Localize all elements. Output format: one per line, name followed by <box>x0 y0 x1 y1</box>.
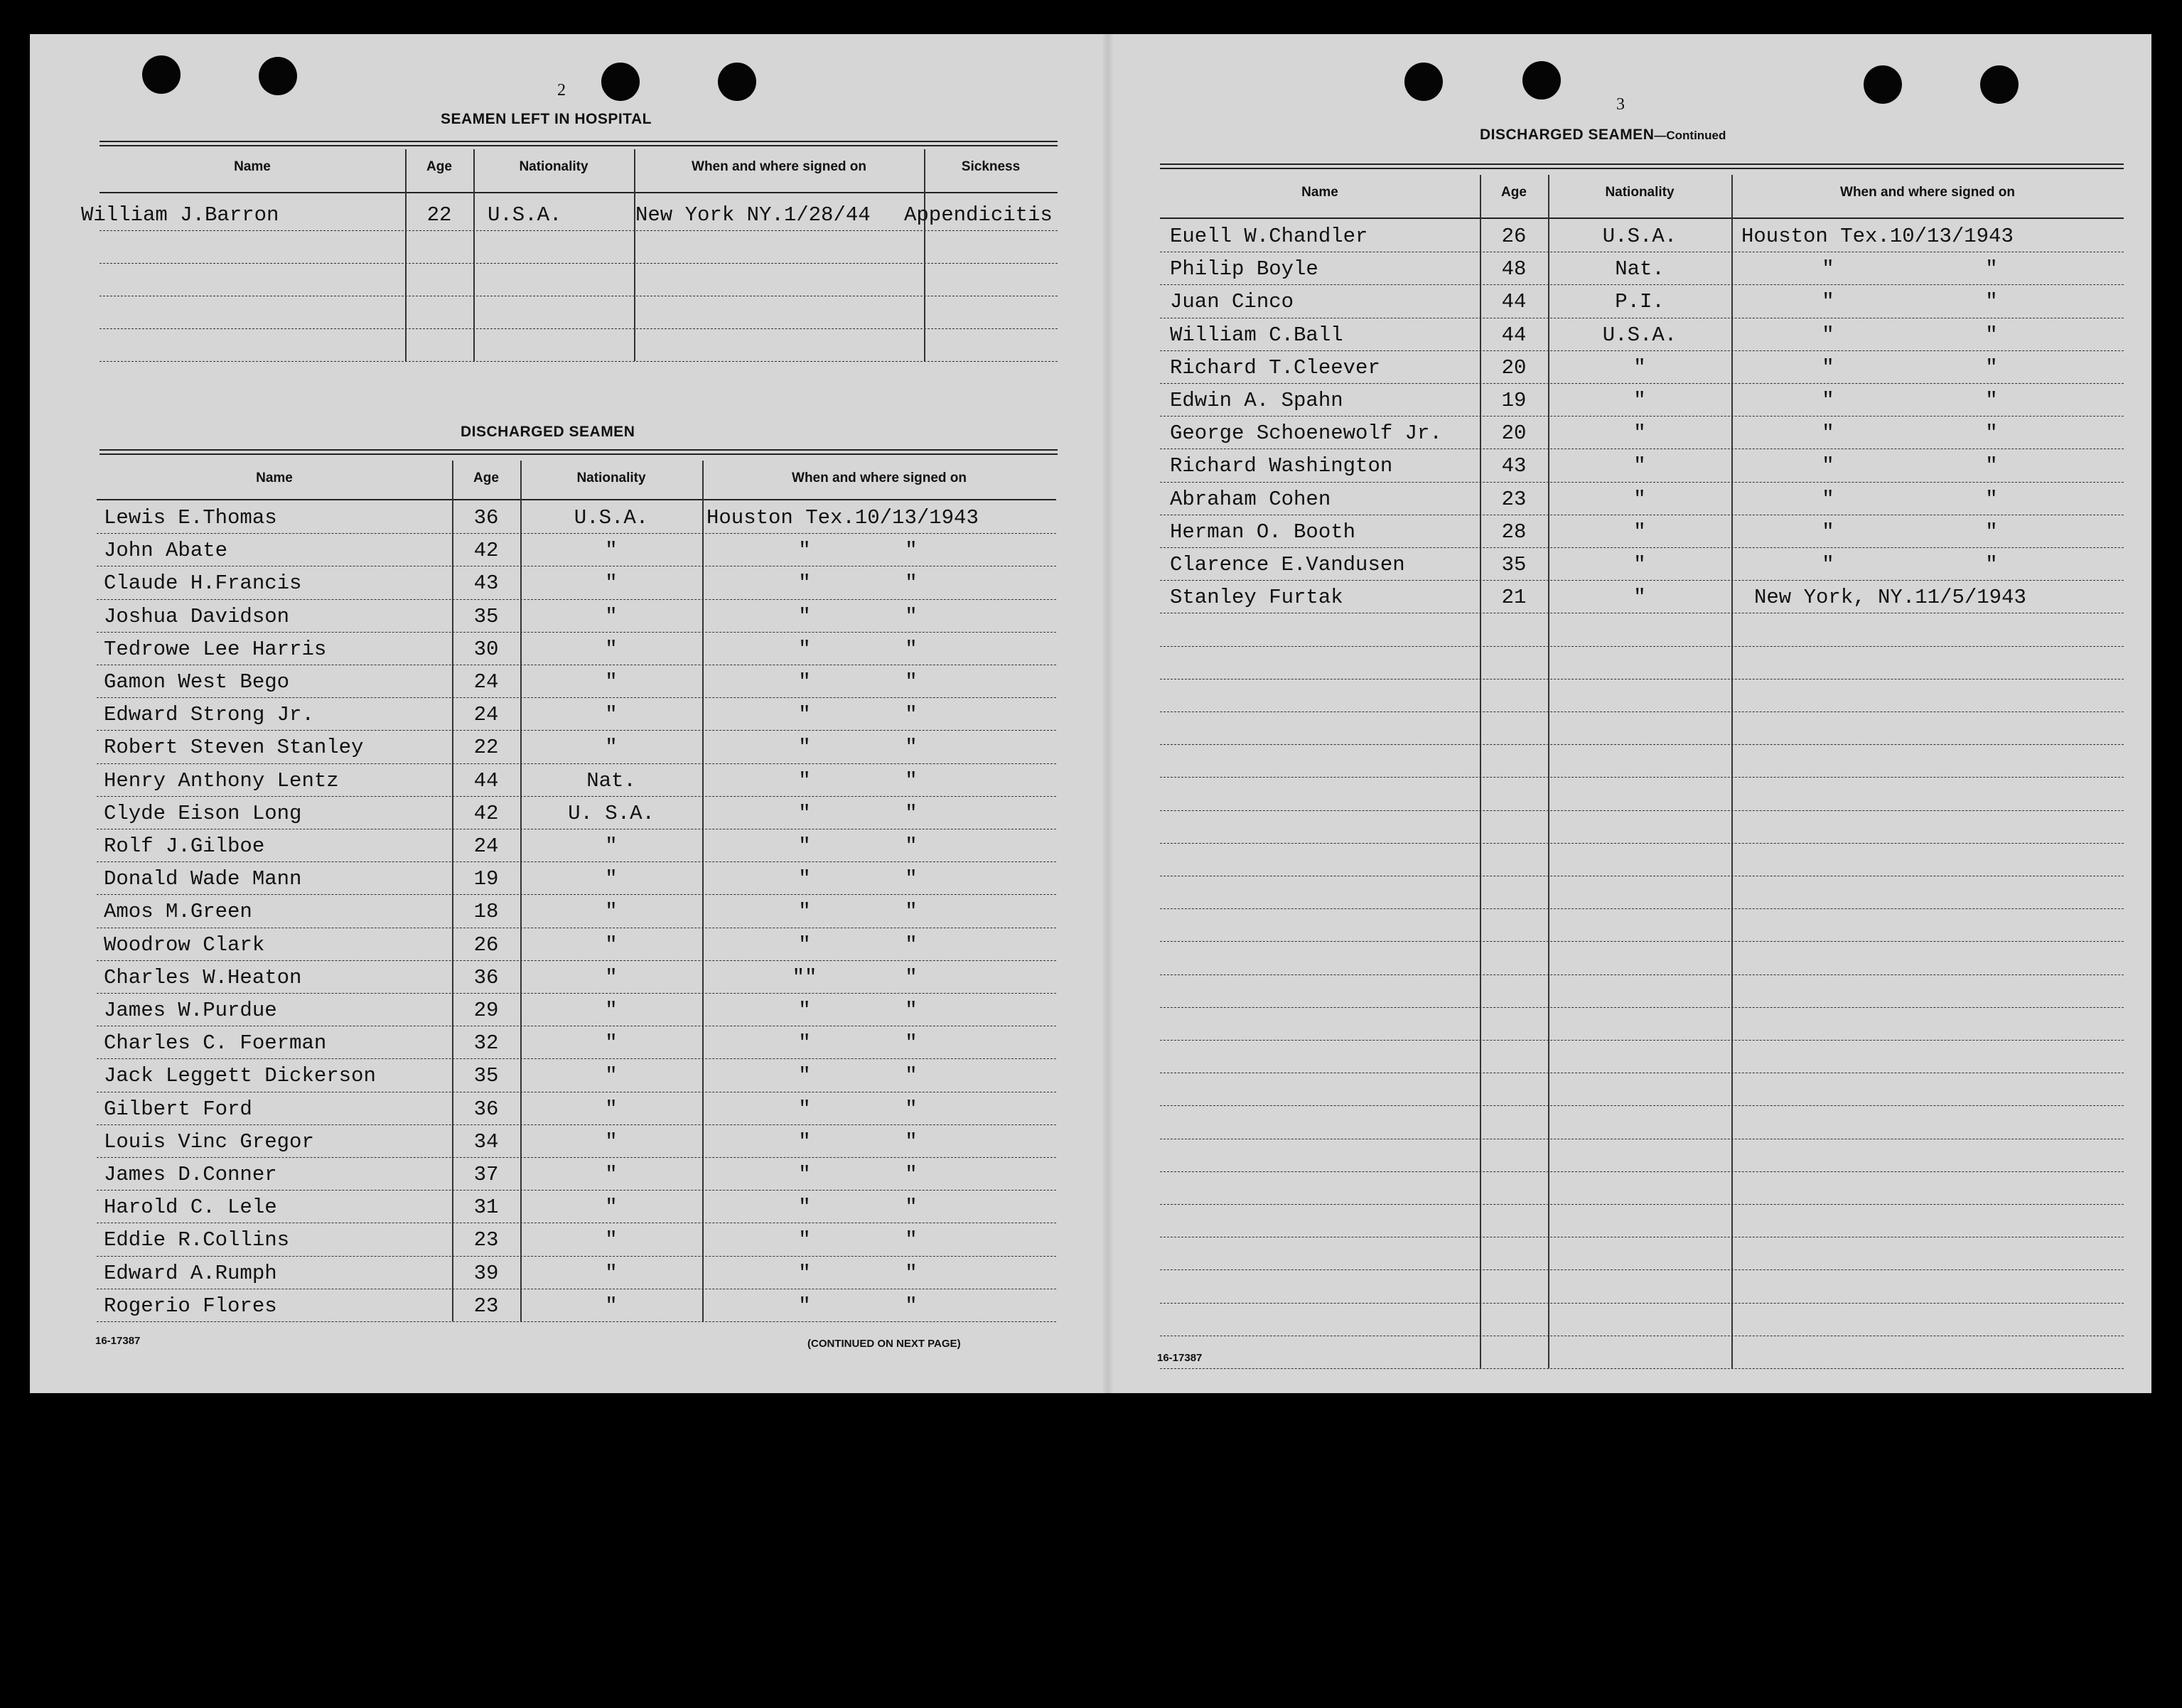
row-line <box>1160 1040 2124 1041</box>
column-header: Age <box>1501 185 1527 200</box>
column-header: Nationality <box>1605 185 1675 200</box>
discharged-continued-title <box>1480 127 1726 144</box>
seaman-nationality: " <box>605 933 618 957</box>
seaman-age: 20 <box>1501 421 1527 446</box>
seaman-name: Harold C. Lele <box>104 1196 277 1220</box>
seaman-nationality: U.S.A. <box>1602 323 1677 347</box>
seaman-name: James W.Purdue <box>104 999 277 1022</box>
ditto-mark: " <box>798 604 811 628</box>
seaman-nationality: " <box>605 637 618 661</box>
row-line <box>1160 810 2124 811</box>
column-divider <box>1731 175 1733 1368</box>
column-header: Nationality <box>519 159 589 174</box>
seaman-nationality: U.S.A. <box>1602 225 1677 248</box>
ditto-mark: " <box>905 1228 918 1252</box>
signed-on: New York, NY.11/5/1943 <box>1754 586 2026 610</box>
ditto-mark: " <box>1985 553 1998 576</box>
row-line <box>1160 1204 2124 1205</box>
seaman-age: 44 <box>1501 323 1527 347</box>
sickness: Appendicitis <box>904 203 1053 227</box>
seaman-name: Edwin A. Spahn <box>1170 389 1343 412</box>
seaman-age: 36 <box>473 506 499 530</box>
seaman-nationality: " <box>605 1064 618 1088</box>
row-line <box>1160 416 2124 417</box>
seaman-nationality: " <box>1633 389 1646 412</box>
seaman-nationality: U.S.A. <box>488 203 562 227</box>
page-number: 3 <box>1616 95 1625 114</box>
column-header: When and where signed on <box>792 471 967 485</box>
row-line <box>1160 482 2124 483</box>
ditto-mark: " <box>798 1228 811 1252</box>
form-number: 16-17387 <box>1157 1352 1203 1364</box>
ditto-mark: " <box>1822 454 1834 478</box>
ditto-mark: " <box>1822 355 1834 380</box>
ditto-mark: " <box>905 867 918 891</box>
column-header: Sickness <box>961 159 1021 174</box>
ditto-mark: " <box>1822 257 1834 281</box>
seaman-age: 24 <box>473 834 499 858</box>
seaman-name: George Schoenewolf Jr. <box>1170 421 1442 446</box>
ditto-mark: " <box>905 1031 918 1056</box>
signed-on: New York NY.1/28/44 <box>635 203 871 227</box>
ditto-mark: " <box>1822 389 1834 412</box>
section-title: DISCHARGED SEAMEN <box>1480 127 1655 143</box>
column-header: Name <box>256 471 293 485</box>
seaman-name: Clyde Eison Long <box>104 801 302 825</box>
seaman-age: 18 <box>473 900 499 924</box>
seaman-age: 43 <box>1501 454 1527 478</box>
seaman-age: 23 <box>1501 487 1527 511</box>
seaman-nationality: " <box>605 834 618 858</box>
seaman-nationality: " <box>1633 421 1646 446</box>
seaman-name: Rogerio Flores <box>104 1294 277 1318</box>
seaman-nationality: " <box>605 867 618 891</box>
seaman-nationality: Nat. <box>586 768 636 793</box>
ditto-mark: " <box>905 999 918 1022</box>
seaman-age: 23 <box>473 1294 499 1318</box>
row-line <box>1160 843 2124 844</box>
ditto-mark: " <box>1985 323 1998 347</box>
seaman-name: Lewis E.Thomas <box>104 506 277 530</box>
seaman-name: Philip Boyle <box>1170 257 1318 281</box>
ditto-mark: " <box>798 1261 811 1285</box>
seaman-age: 37 <box>473 1163 499 1186</box>
ditto-mark: " <box>1985 389 1998 412</box>
seaman-name: Charles W.Heaton <box>104 965 302 989</box>
ditto-mark: " <box>905 965 918 989</box>
row-line <box>1160 744 2124 745</box>
seaman-age: 35 <box>473 1064 499 1088</box>
row-line <box>1160 383 2124 384</box>
row-line <box>1160 974 2124 975</box>
seaman-nationality: " <box>605 1294 618 1318</box>
ditto-mark: " <box>1985 257 1998 281</box>
form-number: 16-17387 <box>95 1335 141 1347</box>
ditto-mark: " <box>1985 454 1998 478</box>
ditto-mark: " <box>798 1031 811 1056</box>
ditto-mark: " <box>798 539 811 563</box>
seaman-nationality: U. S.A. <box>568 801 655 825</box>
seaman-name: Edward Strong Jr. <box>104 703 314 727</box>
seaman-name: Joshua Davidson <box>104 604 290 628</box>
column-header: Name <box>234 159 271 174</box>
seaman-nationality: P.I. <box>1615 290 1665 314</box>
ditto-mark: " <box>905 571 918 596</box>
seaman-name: Robert Steven Stanley <box>104 736 364 760</box>
seaman-name: Euell W.Chandler <box>1170 225 1368 248</box>
ditto-mark: " <box>905 801 918 825</box>
ditto-mark: " <box>798 670 811 694</box>
seaman-nationality: " <box>605 703 618 727</box>
seaman-age: 30 <box>473 637 499 661</box>
ditto-mark: " <box>798 703 811 727</box>
row-line <box>1160 941 2124 942</box>
seaman-nationality: " <box>605 1129 618 1154</box>
seaman-age: 39 <box>473 1261 499 1285</box>
seaman-age: 44 <box>1501 290 1527 314</box>
ditto-mark: " <box>798 801 811 825</box>
ditto-mark: " <box>1985 520 1998 544</box>
seaman-name: William C.Ball <box>1170 323 1343 347</box>
ditto-mark: " <box>798 1097 811 1121</box>
seaman-nationality: " <box>1633 586 1646 610</box>
ditto-mark: " <box>905 834 918 858</box>
column-header: Nationality <box>576 471 646 485</box>
ditto-mark: " <box>905 670 918 694</box>
seaman-age: 42 <box>473 539 499 563</box>
seaman-nationality: " <box>1633 553 1646 576</box>
seaman-name: Stanley Furtak <box>1170 586 1343 610</box>
row-line <box>1160 679 2124 680</box>
ditto-mark: " <box>798 637 811 661</box>
seaman-age: 22 <box>426 203 452 227</box>
seaman-name: Amos M.Green <box>104 900 252 924</box>
column-header: When and where signed on <box>692 159 866 174</box>
seaman-age: 20 <box>1501 355 1527 380</box>
seaman-name: William J.Barron <box>81 203 279 227</box>
row-line <box>1160 580 2124 581</box>
ditto-mark: " <box>798 867 811 891</box>
seaman-age: 26 <box>473 933 499 957</box>
seaman-age: 23 <box>473 1228 499 1252</box>
seaman-age: 42 <box>473 801 499 825</box>
seaman-nationality: " <box>605 1031 618 1056</box>
seaman-age: 44 <box>473 768 499 793</box>
ledger-sheet <box>30 34 2151 1393</box>
row-line <box>1160 547 2124 548</box>
row-line <box>1160 777 2124 778</box>
seaman-name: Jack Leggett Dickerson <box>104 1064 376 1088</box>
row-line <box>1160 1303 2124 1304</box>
ditto-mark: " <box>798 571 811 596</box>
seaman-name: Edward A.Rumph <box>104 1261 277 1285</box>
seaman-age: 19 <box>473 867 499 891</box>
column-header: Name <box>1301 185 1338 200</box>
ditto-mark: " <box>905 637 918 661</box>
seaman-age: 31 <box>473 1196 499 1220</box>
ditto-mark: " <box>905 1129 918 1154</box>
ditto-mark: " <box>1822 487 1834 511</box>
seaman-age: 32 <box>473 1031 499 1056</box>
seaman-name: James D.Conner <box>104 1163 277 1186</box>
seaman-age: 29 <box>473 999 499 1022</box>
seaman-name: Richard T.Cleever <box>1170 355 1380 380</box>
ditto-mark: " <box>798 933 811 957</box>
ditto-mark: " <box>905 1064 918 1088</box>
row-line <box>1160 1171 2124 1172</box>
seaman-age: 19 <box>1501 389 1527 412</box>
seaman-nationality: " <box>605 1261 618 1285</box>
signed-on: Houston Tex.10/13/1943 <box>706 506 979 530</box>
column-divider <box>1548 175 1549 1368</box>
seaman-nationality: U.S.A. <box>574 506 649 530</box>
row-line <box>1160 1105 2124 1106</box>
ditto-mark: " <box>905 1294 918 1318</box>
seaman-age: 21 <box>1501 586 1527 610</box>
ditto-mark: " <box>905 604 918 628</box>
row-line <box>1160 646 2124 647</box>
column-header: Age <box>426 159 452 174</box>
ditto-mark: " <box>1985 421 1998 446</box>
ditto-mark: "" <box>792 965 817 989</box>
row-line <box>1160 1007 2124 1008</box>
seaman-nationality: " <box>605 965 618 989</box>
seaman-name: Richard Washington <box>1170 454 1393 478</box>
seaman-nationality: " <box>1633 454 1646 478</box>
seaman-name: Louis Vinc Gregor <box>104 1129 314 1154</box>
ditto-mark: " <box>905 539 918 563</box>
continued-note: (CONTINUED ON NEXT PAGE) <box>807 1338 961 1350</box>
ditto-mark: " <box>1985 355 1998 380</box>
seaman-nationality: " <box>605 999 618 1022</box>
column-header: Age <box>473 471 499 485</box>
seaman-age: 36 <box>473 965 499 989</box>
ditto-mark: " <box>905 1261 918 1285</box>
ditto-mark: " <box>905 768 918 793</box>
rule <box>1160 217 2124 219</box>
ditto-mark: " <box>798 1129 811 1154</box>
seaman-name: Henry Anthony Lentz <box>104 768 339 793</box>
seaman-age: 34 <box>473 1129 499 1154</box>
seaman-nationality: " <box>605 539 618 563</box>
ditto-mark: " <box>798 1163 811 1186</box>
seaman-nationality: " <box>605 1097 618 1121</box>
seaman-age: 28 <box>1501 520 1527 544</box>
ditto-mark: " <box>905 736 918 760</box>
ditto-mark: " <box>798 834 811 858</box>
seaman-nationality: " <box>1633 520 1646 544</box>
row-line <box>1160 711 2124 712</box>
column-divider <box>1480 175 1481 1368</box>
ditto-mark: " <box>798 1196 811 1220</box>
seaman-name: John Abate <box>104 539 228 563</box>
rule <box>1160 163 2124 165</box>
ditto-mark: " <box>905 933 918 957</box>
seaman-name: Tedrowe Lee Harris <box>104 637 327 661</box>
ditto-mark: " <box>1822 421 1834 446</box>
ditto-mark: " <box>798 1294 811 1318</box>
seaman-age: 22 <box>473 736 499 760</box>
ditto-mark: " <box>1822 520 1834 544</box>
seaman-nationality: " <box>605 571 618 596</box>
page-number: 2 <box>557 81 566 100</box>
seaman-nationality: " <box>605 900 618 924</box>
seaman-nationality: " <box>605 1228 618 1252</box>
continued-suffix: —Continued <box>1654 129 1726 142</box>
ditto-mark: " <box>1822 290 1834 314</box>
seaman-name: Juan Cinco <box>1170 290 1294 314</box>
seaman-name: Claude H.Francis <box>104 571 302 596</box>
ditto-mark: " <box>1985 487 1998 511</box>
seaman-nationality: " <box>605 736 618 760</box>
seaman-nationality: " <box>1633 355 1646 380</box>
row-line <box>1160 908 2124 909</box>
ditto-mark: " <box>1822 323 1834 347</box>
seaman-name: Gamon West Bego <box>104 670 290 694</box>
ditto-mark: " <box>798 900 811 924</box>
right-page <box>30 34 2151 1393</box>
row-line <box>1160 1269 2124 1270</box>
seaman-name: Rolf J.Gilboe <box>104 834 265 858</box>
seaman-nationality: " <box>605 1196 618 1220</box>
seaman-nationality: " <box>605 604 618 628</box>
ditto-mark: " <box>798 736 811 760</box>
ditto-mark: " <box>798 768 811 793</box>
ditto-mark: " <box>905 1163 918 1186</box>
hospital-section-title: SEAMEN LEFT IN HOSPITAL <box>441 111 652 127</box>
seaman-name: Eddie R.Collins <box>104 1228 290 1252</box>
seaman-name: Clarence E.Vandusen <box>1170 553 1405 576</box>
ditto-mark: " <box>905 703 918 727</box>
seaman-nationality: " <box>605 1163 618 1186</box>
ditto-mark: " <box>905 900 918 924</box>
row-line <box>1160 284 2124 285</box>
seaman-age: 24 <box>473 703 499 727</box>
seaman-age: 36 <box>473 1097 499 1121</box>
column-header: When and where signed on <box>1840 185 2015 200</box>
ditto-mark: " <box>798 1064 811 1088</box>
seaman-age: 26 <box>1501 225 1527 248</box>
seaman-age: 35 <box>473 604 499 628</box>
seaman-age: 43 <box>473 571 499 596</box>
seaman-name: Woodrow Clark <box>104 933 265 957</box>
ditto-mark: " <box>1985 290 1998 314</box>
seaman-nationality: " <box>605 670 618 694</box>
seaman-age: 24 <box>473 670 499 694</box>
seaman-name: Abraham Cohen <box>1170 487 1331 511</box>
seaman-age: 35 <box>1501 553 1527 576</box>
ditto-mark: " <box>798 999 811 1022</box>
ditto-mark: " <box>1822 553 1834 576</box>
ditto-mark: " <box>905 1196 918 1220</box>
ditto-mark: " <box>905 1097 918 1121</box>
row-line <box>1160 350 2124 351</box>
seaman-nationality: Nat. <box>1615 257 1665 281</box>
seaman-name: Donald Wade Mann <box>104 867 302 891</box>
seaman-name: Charles C. Foerman <box>104 1031 327 1056</box>
seaman-age: 48 <box>1501 257 1527 281</box>
seaman-nationality: " <box>1633 487 1646 511</box>
signed-on: Houston Tex.10/13/1943 <box>1741 225 2014 248</box>
seaman-name: Gilbert Ford <box>104 1097 252 1121</box>
seaman-name: Herman O. Booth <box>1170 520 1356 544</box>
row-line <box>1160 1368 2124 1369</box>
discharged-section-title: DISCHARGED SEAMEN <box>461 424 635 440</box>
